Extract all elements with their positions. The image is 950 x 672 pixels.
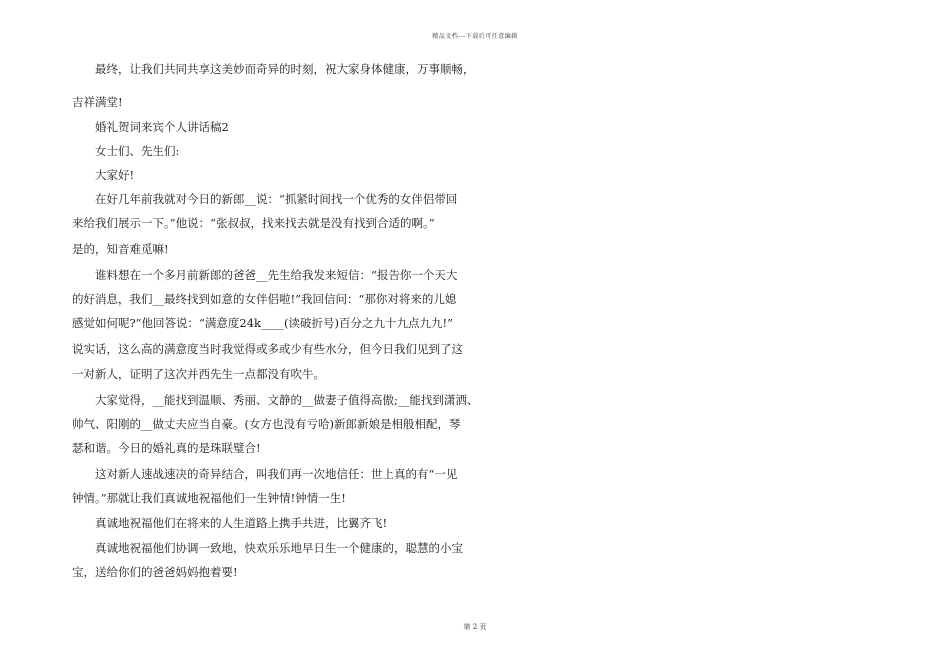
paragraph-line: 宝，送给你们的爸爸妈妈抱着要! (72, 565, 238, 579)
paragraph-line: 真诚地祝福他们协调一致地，快欢乐乐地早日生一个健康的，聪慧的小宝 (95, 541, 463, 555)
paragraph-line: 这对新人速战速决的奇异结合，叫我们再一次地信任：世上真的有“一见 (95, 467, 458, 481)
paragraph-line: 在好几年前我就对今日的新郎__说：“抓紧时间找一个优秀的女伴侣带回 (95, 192, 458, 206)
paragraph-line: 感觉如何呢?”他回答说：“满意度24k____(读破折号)百分之九十九点九九!” (72, 316, 453, 330)
paragraph-line: 女士们、先生们: (95, 144, 180, 158)
paragraph-line: 是的，知音难觅嘛! (72, 242, 169, 256)
page-header: 精品文档---下载后可任意编辑 (432, 33, 518, 40)
paragraph-line: 大家好! (95, 168, 135, 182)
paragraph-line: 说实话，这么高的满意度当时我觉得或多或少有些水分，但今日我们见到了这 (72, 342, 463, 356)
paragraph-line: 真诚地祝福他们在将来的人生道路上携手共进，比翼齐飞! (95, 516, 388, 530)
paragraph-line: 最终，让我们共同共享这美妙而奇异的时刻，祝大家身体健康，万事顺畅， (95, 62, 475, 76)
paragraph-line: 一对新人，证明了这次并西先生一点都没有吹牛。 (72, 367, 325, 381)
paragraph-line: 钟情。”那就让我们真诚地祝福他们一生钟情!钟情一生! (72, 491, 346, 505)
paragraph-line: 来给我们展示一下。”他说：“张叔叔，找来找去就是没有找到合适的啊。” (72, 216, 435, 230)
paragraph-line: 谁料想在一个多月前新郎的爸爸__先生给我发来短信：“报告你一个天大 (95, 268, 458, 282)
page-number: 第 2 页 (463, 623, 487, 631)
paragraph-line: 婚礼贺词来宾个人讲话稿2 (95, 120, 229, 134)
paragraph-line: 帅气、阳刚的__做丈夫应当自豪。(女方也没有亏哈)新郎新娘是相般相配，琴 (72, 417, 461, 431)
paragraph-line: 的好消息，我们__最终找到如意的女伴侣啦!”我回信问：“那你对将来的儿媳 (72, 292, 457, 306)
paragraph-line: 瑟和谐。今日的婚礼真的是珠联璧合! (72, 441, 261, 455)
paragraph-line: 吉祥满堂! (72, 95, 123, 109)
paragraph-line: 大家觉得，__能找到温顺、秀丽、文静的__做妻子值得高傲;__能找到潇洒、 (95, 393, 479, 407)
